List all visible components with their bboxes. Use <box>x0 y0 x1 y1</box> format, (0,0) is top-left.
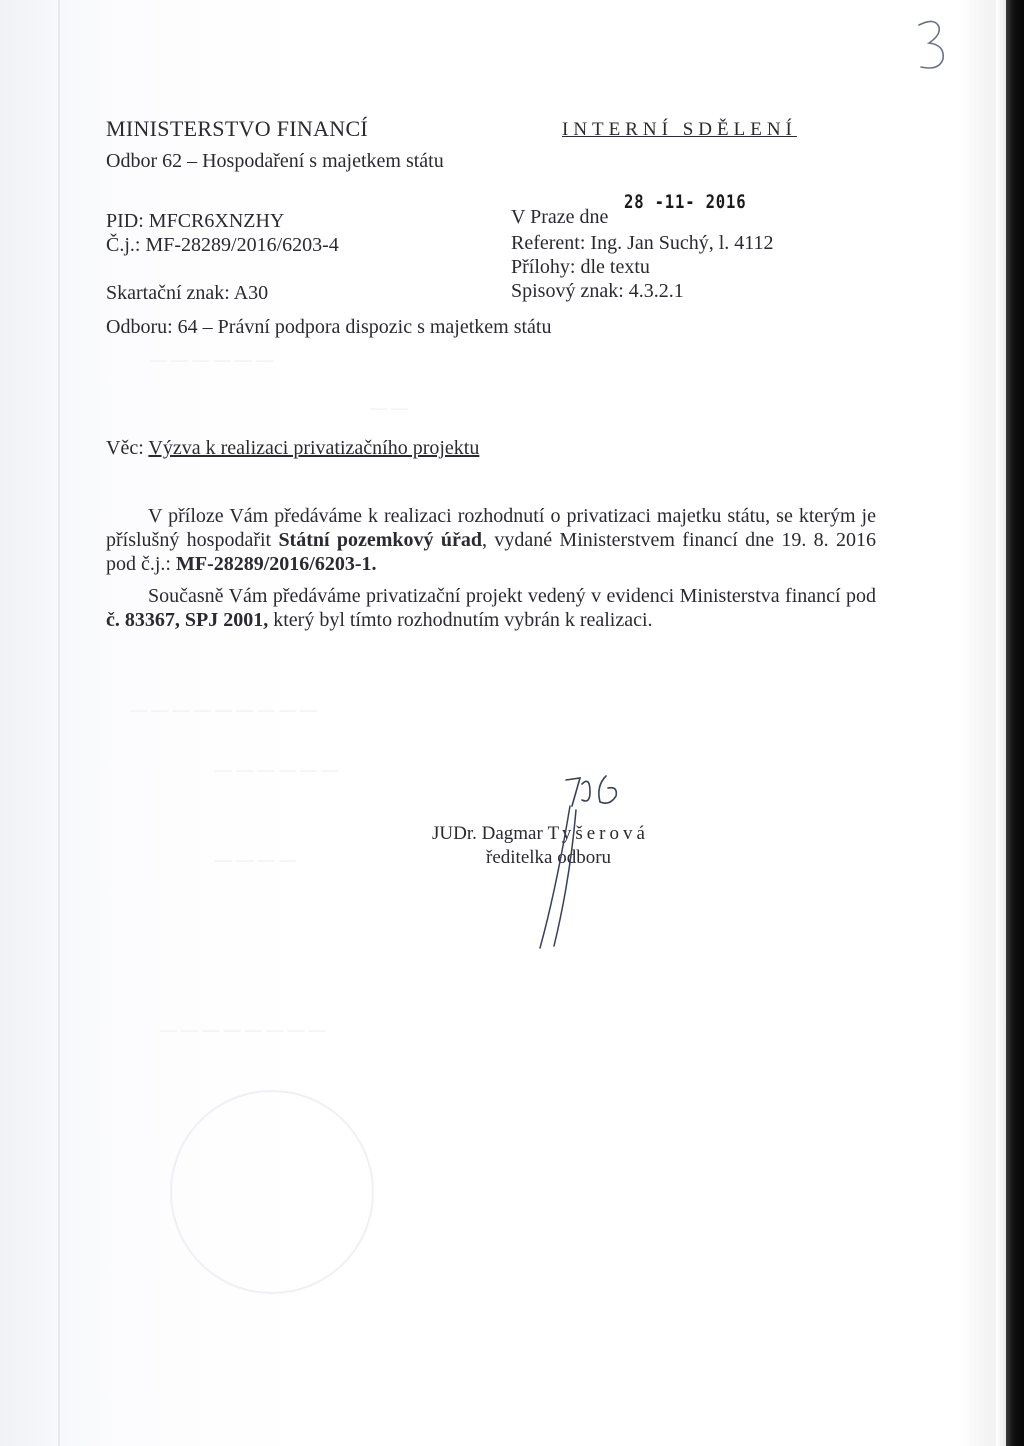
attachments-line: Přílohy: dle textu <box>511 256 650 278</box>
pid-line: PID: MFCR6XNZHY <box>106 210 285 232</box>
decision-reference: MF-28289/2016/6203-1. <box>176 553 377 575</box>
subject-text: Výzva k realizaci privatizačního projektu <box>148 437 480 459</box>
body-paragraph-1: V příloze Vám předáváme k realizaci rozhodnutí o privatizaci majetku státu, se kterým je příslušný hospodařit Státní pozemkový úřad, vydané Ministerstvem financí dne 19. 8. 2016 pod č.j.: MF-28289/2016/6203-1. <box>106 505 876 575</box>
page-fold-line <box>58 0 60 1446</box>
date-stamp: 28 -11- 2016 <box>624 191 747 213</box>
reference-number: Č.j.: MF-28289/2016/6203-4 <box>106 234 339 256</box>
signatory-name: JUDr. Dagmar Tyšerová <box>432 823 649 844</box>
subject-label: Věc: <box>106 437 149 459</box>
date-label: V Praze dne <box>511 206 609 228</box>
handwritten-page-number <box>905 15 965 75</box>
document-type-heading: INTERNÍ SDĚLENÍ <box>562 119 797 140</box>
file-code-line: Spisový znak: 4.3.2.1 <box>511 280 684 302</box>
project-number: č. 83367, SPJ 2001, <box>106 609 269 631</box>
bleed-through-text: — — — — — — — — — <box>130 700 317 719</box>
bleed-through-text: — — — — — — — — <box>160 1020 326 1039</box>
subject-line <box>106 437 479 460</box>
office-name: Státní pozemkový úřad <box>278 529 482 551</box>
handwritten-signature <box>520 770 660 960</box>
bleed-through-text: — — — — — — <box>150 350 274 369</box>
department-name: Odbor 62 – Hospodaření s majetkem státu <box>106 150 444 172</box>
page-edge-strip <box>996 0 1006 1446</box>
recipient-department: Odboru: 64 – Právní podpora dispozic s majetkem státu <box>106 316 552 338</box>
signatory-title: ředitelka odboru <box>486 847 612 868</box>
scan-dark-edge <box>1006 0 1024 1446</box>
bleed-through-text: — — — — — — <box>215 760 339 779</box>
referent-line: Referent: Ing. Jan Suchý, l. 4112 <box>511 232 774 254</box>
shredding-code: Skartační znak: A30 <box>106 282 269 304</box>
bleed-through-text: — — <box>370 398 409 417</box>
bleed-through-seal <box>170 1090 374 1294</box>
body-paragraph-2: Současně Vám předáváme privatizační projekt vedený v evidenci Ministerstva financí pod č. 83367, SPJ 2001, který byl tímto rozhodnutím vybrán k realizaci. <box>106 585 876 631</box>
ministry-name: MINISTERSTVO FINANCÍ <box>106 116 369 141</box>
bleed-through-text: — — — — <box>215 850 296 869</box>
